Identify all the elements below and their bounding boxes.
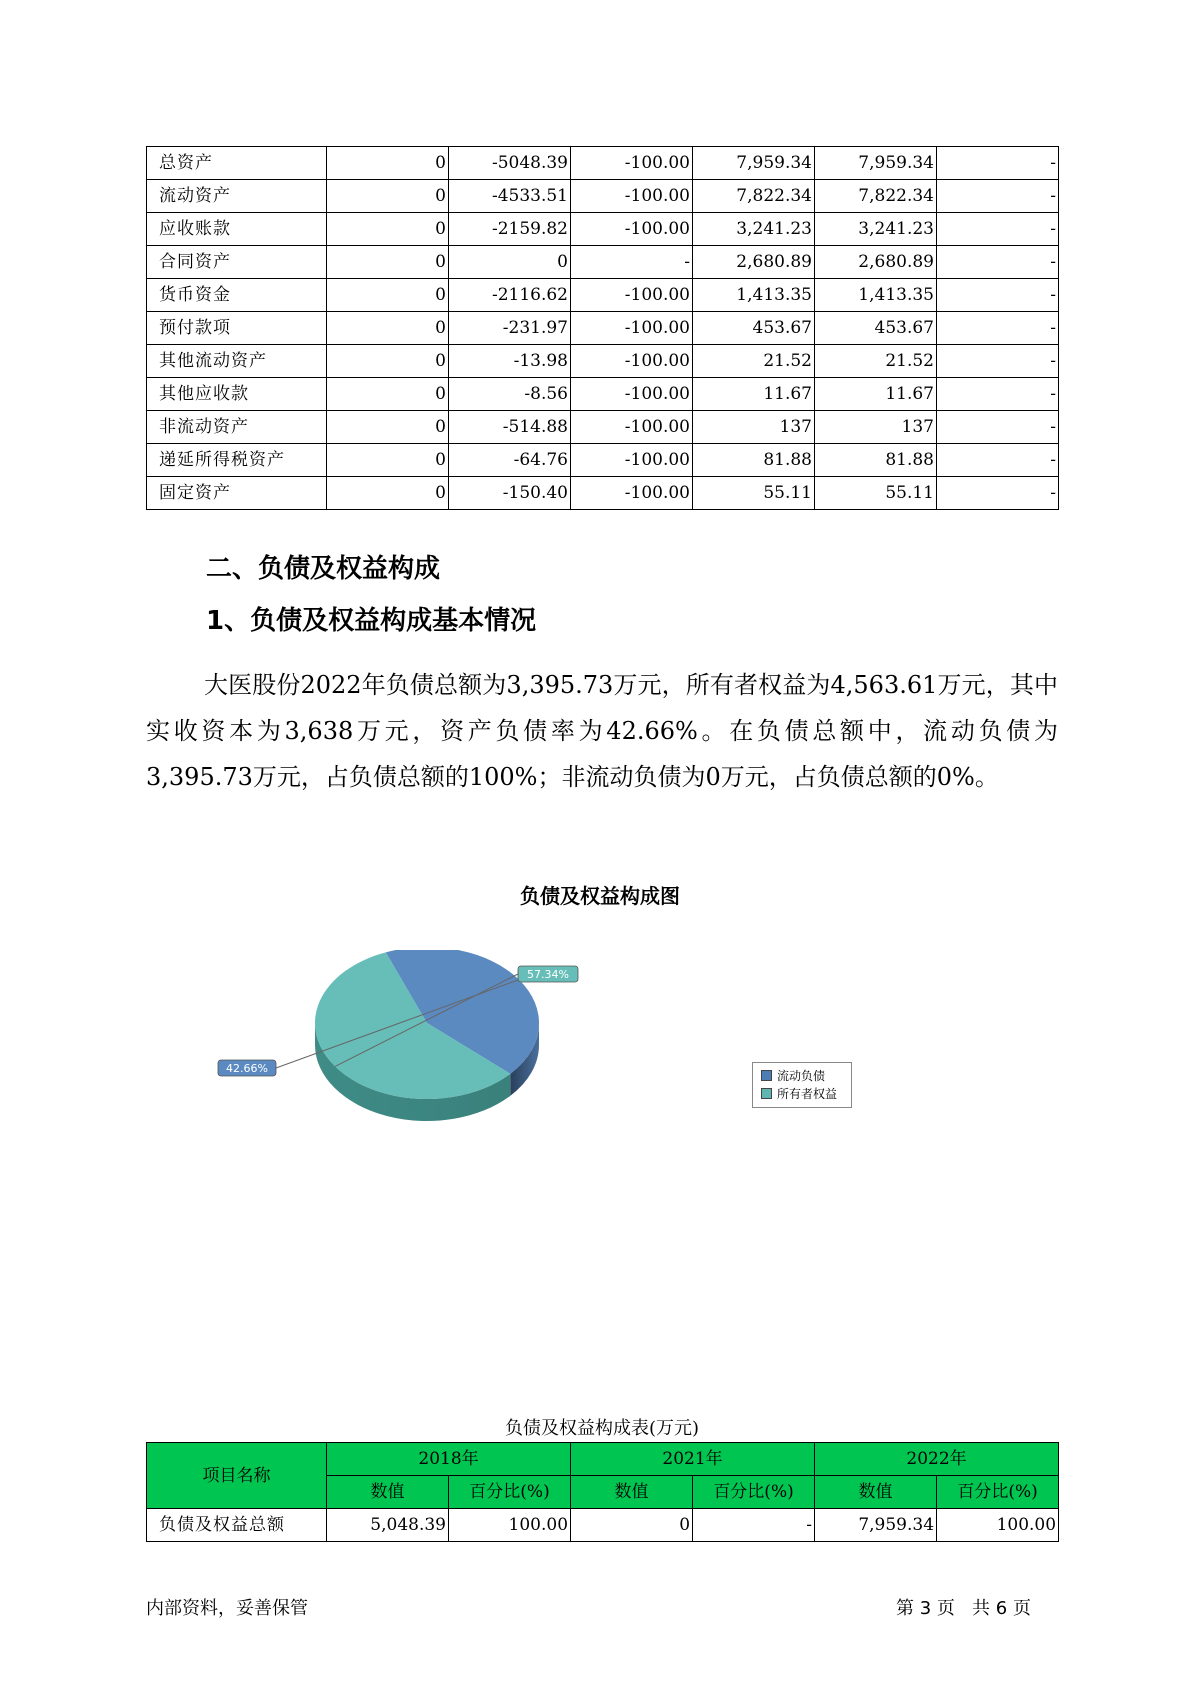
- cell-c3: -100.00: [571, 378, 693, 411]
- cell-c1: 0: [327, 279, 449, 312]
- cell-c5: 2,680.89: [815, 246, 937, 279]
- legend-label: 流动负债: [777, 1068, 826, 1083]
- cell-c6: -: [937, 279, 1059, 312]
- cell-c1: 0: [327, 345, 449, 378]
- row-label: 总资产: [147, 147, 327, 180]
- cell-c5: 1,413.35: [815, 279, 937, 312]
- cell-c3: -100.00: [571, 180, 693, 213]
- cell-c6: -: [937, 147, 1059, 180]
- legend-item: [753, 1066, 851, 1084]
- cell-c2: -231.97: [449, 312, 571, 345]
- cell-c4: 1,413.35: [693, 279, 815, 312]
- cell-c4: 55.11: [693, 477, 815, 510]
- cell-c1: 0: [327, 477, 449, 510]
- section-subheading: 1、负债及权益构成基本情况: [206, 606, 537, 636]
- row-label: 固定资产: [147, 477, 327, 510]
- pie-data-label: 42.66%: [226, 1062, 268, 1075]
- table-caption: 负债及权益构成表(万元): [504, 1418, 700, 1439]
- table-row: [147, 378, 1059, 411]
- row-label: 非流动资产: [147, 411, 327, 444]
- row-label: 合同资产: [147, 246, 327, 279]
- chart-legend: [752, 1062, 852, 1108]
- cell-c6: -: [937, 477, 1059, 510]
- cell-c1: 0: [327, 411, 449, 444]
- subheader-pct: 百分比(%): [937, 1476, 1059, 1509]
- section-heading: 二、负债及权益构成: [206, 554, 441, 584]
- legend-swatch: [761, 1070, 772, 1081]
- cell-c3: -100.00: [571, 213, 693, 246]
- row-label: 负债及权益总额: [147, 1509, 327, 1542]
- cell-c3: -100.00: [571, 444, 693, 477]
- table-row: [147, 411, 1059, 444]
- row-label: 递延所得税资产: [147, 444, 327, 477]
- subheader-value: 数值: [815, 1476, 937, 1509]
- subheader-pct: 百分比(%): [693, 1476, 815, 1509]
- cell-c5: 7,822.34: [815, 180, 937, 213]
- row-label: 其他流动资产: [147, 345, 327, 378]
- table-row: [147, 312, 1059, 345]
- row-label: 应收账款: [147, 213, 327, 246]
- row-label: 货币资金: [147, 279, 327, 312]
- cell-value: 5,048.39: [327, 1509, 449, 1542]
- subheader-value: 数值: [327, 1476, 449, 1509]
- cell-c2: -8.56: [449, 378, 571, 411]
- cell-c5: 21.52: [815, 345, 937, 378]
- legend-swatch: [761, 1088, 772, 1099]
- cell-c2: -514.88: [449, 411, 571, 444]
- cell-c6: -: [937, 378, 1059, 411]
- cell-c2: -2159.82: [449, 213, 571, 246]
- cell-c4: 3,241.23: [693, 213, 815, 246]
- cell-c6: -: [937, 312, 1059, 345]
- cell-value: 7,959.34: [815, 1509, 937, 1542]
- table-row: [147, 1509, 1059, 1542]
- cell-c5: 7,959.34: [815, 147, 937, 180]
- legend-label: 所有者权益: [777, 1086, 838, 1101]
- footer-left: 内部资料，妥善保管: [146, 1598, 308, 1619]
- table-row: [147, 147, 1059, 180]
- header-year-2022: 2022年: [815, 1443, 1059, 1476]
- cell-c3: -100.00: [571, 345, 693, 378]
- pie-data-label: 57.34%: [527, 968, 569, 981]
- cell-c4: 2,680.89: [693, 246, 815, 279]
- legend-item: [753, 1084, 851, 1102]
- cell-c6: -: [937, 213, 1059, 246]
- cell-c1: 0: [327, 444, 449, 477]
- cell-c1: 0: [327, 147, 449, 180]
- cell-c4: 11.67: [693, 378, 815, 411]
- cell-c2: 0: [449, 246, 571, 279]
- cell-c4: 81.88: [693, 444, 815, 477]
- table-row: [147, 180, 1059, 213]
- cell-c1: 0: [327, 312, 449, 345]
- cell-pct: 100.00: [937, 1509, 1059, 1542]
- cell-c5: 453.67: [815, 312, 937, 345]
- cell-c4: 7,822.34: [693, 180, 815, 213]
- cell-c4: 137: [693, 411, 815, 444]
- cell-value: 0: [571, 1509, 693, 1542]
- cell-c6: -: [937, 180, 1059, 213]
- cell-c3: -: [571, 246, 693, 279]
- cell-c5: 81.88: [815, 444, 937, 477]
- cell-c1: 0: [327, 213, 449, 246]
- header-year-2021: 2021年: [571, 1443, 815, 1476]
- row-label: 预付款项: [147, 312, 327, 345]
- cell-c6: -: [937, 444, 1059, 477]
- cell-pct: -: [693, 1509, 815, 1542]
- summary-paragraph: 大医股份2022年负债总额为3,395.73万元，所有者权益为4,563.61万元，其中实收资本为3,638万元，资产负债率为42.66%。在负债总额中，流动负债为3,395.73万元，占负债总额的100%；非流动负债为0万元，占负债总额的0%。: [146, 671, 1058, 791]
- cell-c6: -: [937, 411, 1059, 444]
- header-project-name: 项目名称: [147, 1443, 327, 1509]
- assets-table: [146, 146, 1059, 510]
- table-row: [147, 246, 1059, 279]
- cell-pct: 100.00: [449, 1509, 571, 1542]
- cell-c1: 0: [327, 378, 449, 411]
- cell-c5: 55.11: [815, 477, 937, 510]
- cell-c3: -100.00: [571, 279, 693, 312]
- cell-c4: 7,959.34: [693, 147, 815, 180]
- cell-c2: -64.76: [449, 444, 571, 477]
- liabilities-table: [146, 1442, 1059, 1542]
- chart-title: 负债及权益构成图: [520, 884, 680, 908]
- cell-c3: -100.00: [571, 411, 693, 444]
- cell-c5: 11.67: [815, 378, 937, 411]
- table-row: [147, 345, 1059, 378]
- cell-c2: -4533.51: [449, 180, 571, 213]
- subheader-value: 数值: [571, 1476, 693, 1509]
- cell-c2: -150.40: [449, 477, 571, 510]
- cell-c3: -100.00: [571, 147, 693, 180]
- cell-c2: -5048.39: [449, 147, 571, 180]
- cell-c1: 0: [327, 180, 449, 213]
- cell-c3: -100.00: [571, 312, 693, 345]
- footer-right: 第 3 页 共 6 页: [896, 1598, 1031, 1619]
- cell-c2: -2116.62: [449, 279, 571, 312]
- cell-c4: 21.52: [693, 345, 815, 378]
- cell-c5: 3,241.23: [815, 213, 937, 246]
- table-row: [147, 279, 1059, 312]
- header-year-2018: 2018年: [327, 1443, 571, 1476]
- row-label: 流动资产: [147, 180, 327, 213]
- table-row: [147, 477, 1059, 510]
- cell-c3: -100.00: [571, 477, 693, 510]
- table-row: [147, 213, 1059, 246]
- cell-c6: -: [937, 246, 1059, 279]
- cell-c6: -: [937, 345, 1059, 378]
- cell-c2: -13.98: [449, 345, 571, 378]
- cell-c5: 137: [815, 411, 937, 444]
- cell-c4: 453.67: [693, 312, 815, 345]
- row-label: 其他应收款: [147, 378, 327, 411]
- table-row: [147, 444, 1059, 477]
- subheader-pct: 百分比(%): [449, 1476, 571, 1509]
- cell-c1: 0: [327, 246, 449, 279]
